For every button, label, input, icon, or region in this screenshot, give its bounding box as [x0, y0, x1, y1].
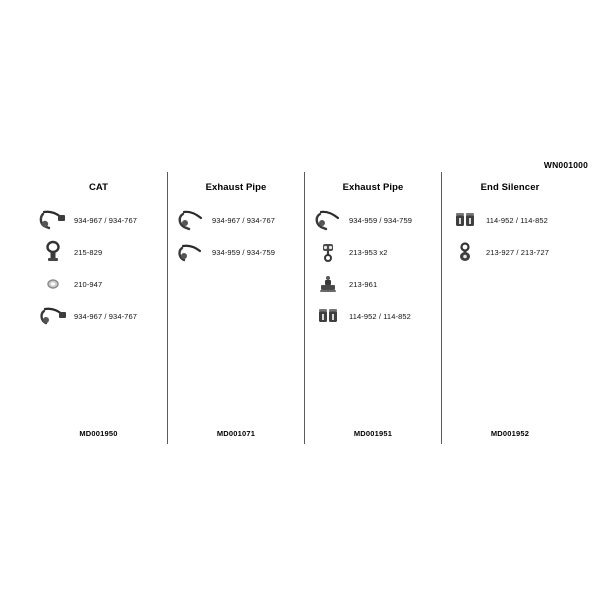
parts-list: [442, 205, 578, 267]
part-code: 210-947: [74, 279, 103, 289]
parts-list: [305, 205, 441, 331]
part-item[interactable]: [36, 269, 167, 299]
part-code: 934-967 / 934-767: [212, 215, 275, 225]
part-item[interactable]: [311, 237, 441, 267]
part-code: 934-967 / 934-767: [74, 311, 137, 321]
part-item[interactable]: [36, 237, 167, 267]
column-title: Exhaust Pipe: [342, 182, 404, 193]
column-footer-code: MD001951: [353, 429, 393, 438]
part-code: 215-829: [74, 247, 103, 257]
part-code: 114-952 / 114-852: [349, 311, 411, 321]
part-code: 213-953 x2: [349, 247, 388, 257]
part-item[interactable]: [448, 205, 578, 235]
part-item[interactable]: [174, 205, 304, 235]
parts-list: [168, 205, 304, 267]
part-item[interactable]: [174, 237, 304, 267]
part-item[interactable]: [311, 301, 441, 331]
clamp-bracket-icon: [36, 303, 70, 329]
column-title: CAT: [88, 182, 109, 193]
clamp-hook-icon: [311, 207, 345, 233]
document-code: WN001000: [543, 160, 588, 170]
part-item[interactable]: [311, 269, 441, 299]
part-code: 114-952 / 114-852: [486, 215, 548, 225]
column-title: Exhaust Pipe: [205, 182, 267, 193]
clamp-hook-icon: [174, 207, 208, 233]
column-footer-code: MD001952: [490, 429, 530, 438]
rubber-hanger-icon: [311, 239, 345, 265]
column-footer-code: MD001950: [79, 429, 118, 438]
part-code: 934-959 / 934-759: [349, 215, 412, 225]
parts-column-exhaust-pipe-1: [167, 172, 304, 444]
parts-column-end-silencer: [441, 172, 578, 444]
parts-list: [30, 205, 167, 331]
u-clamp-pair-icon: [311, 303, 345, 329]
parts-column-exhaust-pipe-2: [304, 172, 441, 444]
part-code: 934-959 / 934-759: [212, 247, 275, 257]
column-title: End Silencer: [480, 182, 540, 193]
u-clamp-pair-icon: [448, 207, 482, 233]
part-item[interactable]: [36, 205, 167, 235]
column-footer-code: MD001071: [216, 429, 256, 438]
part-item[interactable]: [36, 301, 167, 331]
parts-columns: [30, 172, 578, 444]
clamp-hook-icon: [174, 239, 208, 265]
part-item[interactable]: [311, 205, 441, 235]
part-code: 213-961: [349, 279, 378, 289]
clamp-bracket-icon: [36, 207, 70, 233]
part-item[interactable]: [448, 237, 578, 267]
rubber-ring-mount-icon: [448, 239, 482, 265]
parts-column-cat: [30, 172, 167, 444]
seal-ring-icon: [36, 271, 70, 297]
part-code: 213-927 / 213-727: [486, 247, 549, 257]
rubber-mount-icon: [36, 239, 70, 265]
part-code: 934-967 / 934-767: [74, 215, 137, 225]
mount-bracket-icon: [311, 271, 345, 297]
